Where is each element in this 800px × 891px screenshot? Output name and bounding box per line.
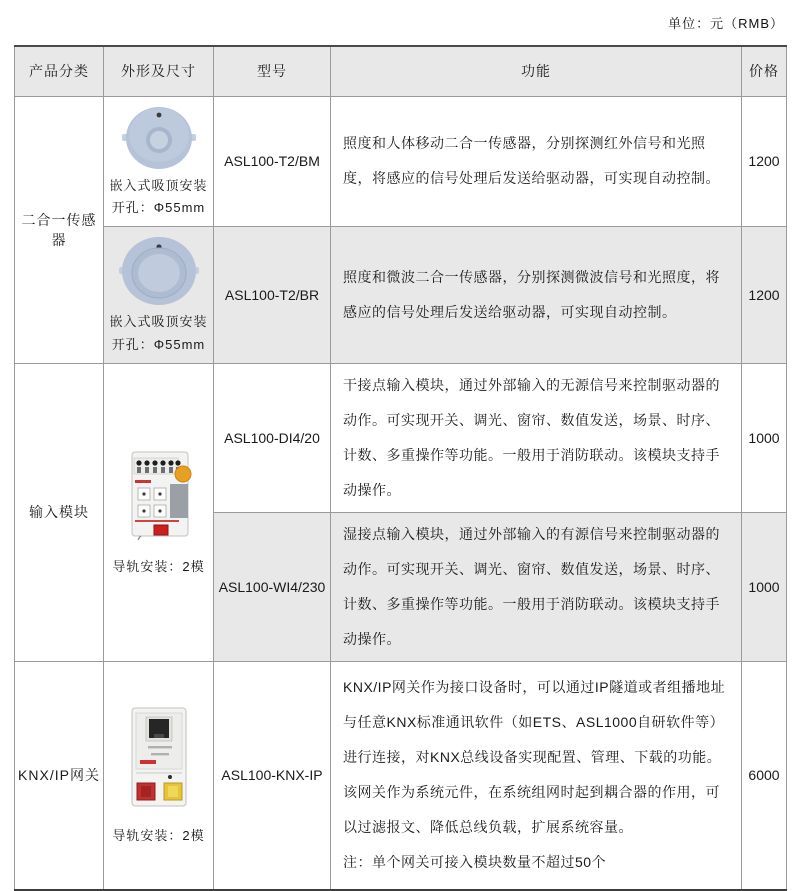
function-text-paragraph-2: 该网关作为系统元件，在系统组网时起到耦合器的作用，可以过滤报文、降低总线负载，扩展系统容量。 [343, 784, 720, 836]
function-text: 照度和人体移动二合一传感器，分别探测红外信号和光照度，将感应的信号处理后发送给驱动器，可实现自动控制。 [343, 135, 720, 187]
price-cell: 1200 [742, 96, 787, 227]
header-category: 产品分类 [15, 46, 104, 96]
model-cell: ASL100-WI4/230 [214, 512, 331, 661]
mount-type-label: 导轨安装：2模 [112, 558, 205, 574]
din-rail-input-module-icon [120, 448, 198, 540]
header-row [15, 46, 787, 96]
unit-label: 单位：元（RMB） [668, 16, 784, 31]
table-row-knx-gateway [15, 661, 787, 890]
category-cell-sensor: 二合一传感器 [15, 96, 104, 363]
function-text: 干接点输入模块，通过外部输入的无源信号来控制驱动器的动作。可实现开关、调光、窗帘、数值发送，场景、时序、计数、多重操作等功能。一般用于消防联动。该模块支持手动操作。 [343, 376, 720, 498]
table-row-sensor-br [15, 227, 787, 364]
price-cell: 1000 [742, 363, 787, 512]
header-shape: 外形及尺寸 [104, 46, 214, 96]
model-cell: ASL100-T2/BM [214, 96, 331, 227]
header-model: 型号 [214, 46, 331, 96]
function-text: 照度和微波二合一传感器，分别探测微波信号和光照度，将感应的信号处理后发送给驱动器，可实现自动控制。 [343, 268, 720, 320]
cutout-size-label: 开孔：Φ55mm [111, 336, 206, 352]
cutout-size-label: 开孔：Φ55mm [111, 200, 206, 216]
header-function: 功能 [331, 46, 742, 96]
mount-type-label: 嵌入式吸顶安装 [109, 314, 208, 329]
shape-note [106, 175, 211, 221]
shape-cell-sensor-br [104, 227, 214, 364]
price-cell: 6000 [742, 661, 787, 890]
category-cell-input-module: 输入模块 [15, 363, 104, 661]
function-note: 注：单个网关可接入模块数量不超过50个 [343, 854, 607, 871]
function-cell [331, 227, 742, 364]
ceiling-sensor-microwave-icon [116, 235, 202, 307]
knx-ip-gateway-icon [122, 705, 196, 809]
model-cell: ASL100-DI4/20 [214, 363, 331, 512]
mount-type-label: 嵌入式吸顶安装 [109, 177, 208, 193]
function-cell [331, 512, 742, 661]
function-cell [331, 363, 742, 512]
ceiling-sensor-pir-icon [121, 105, 197, 171]
price-cell: 1000 [742, 512, 787, 661]
product-price-table [14, 45, 787, 891]
table-row-sensor-bm [15, 96, 787, 227]
shape-note [106, 311, 211, 357]
price-cell: 1200 [742, 227, 787, 364]
function-cell [331, 661, 742, 890]
function-text-paragraph-1: KNX/IP网关作为接口设备时，可以通过IP隧道或者组播地址与任意KNX标准通讯软件（如ETS、ASL1000自研软件等）进行连接，对KNX总线设备实现配置、管理、下载的功能。 [343, 679, 726, 766]
shape-cell-knx-gateway [104, 661, 214, 890]
shape-cell-sensor-bm [104, 96, 214, 227]
shape-cell-input-module [104, 363, 214, 661]
function-cell [331, 96, 742, 227]
model-cell: ASL100-KNX-IP [214, 661, 331, 890]
function-text: 湿接点输入模块，通过外部输入的有源信号来控制驱动器的动作。可实现开关、调光、窗帘、数值发送，场景、时序、计数、多重操作等功能。一般用于消防联动。该模块支持手动操作。 [343, 525, 720, 647]
category-cell-knx-gateway: KNX/IP网关 [15, 661, 104, 890]
model-cell: ASL100-T2/BR [214, 227, 331, 364]
mount-type-label: 导轨安装：2模 [112, 827, 205, 843]
header-price: 价格 [742, 46, 787, 96]
table-row-input-di4 [15, 363, 787, 512]
